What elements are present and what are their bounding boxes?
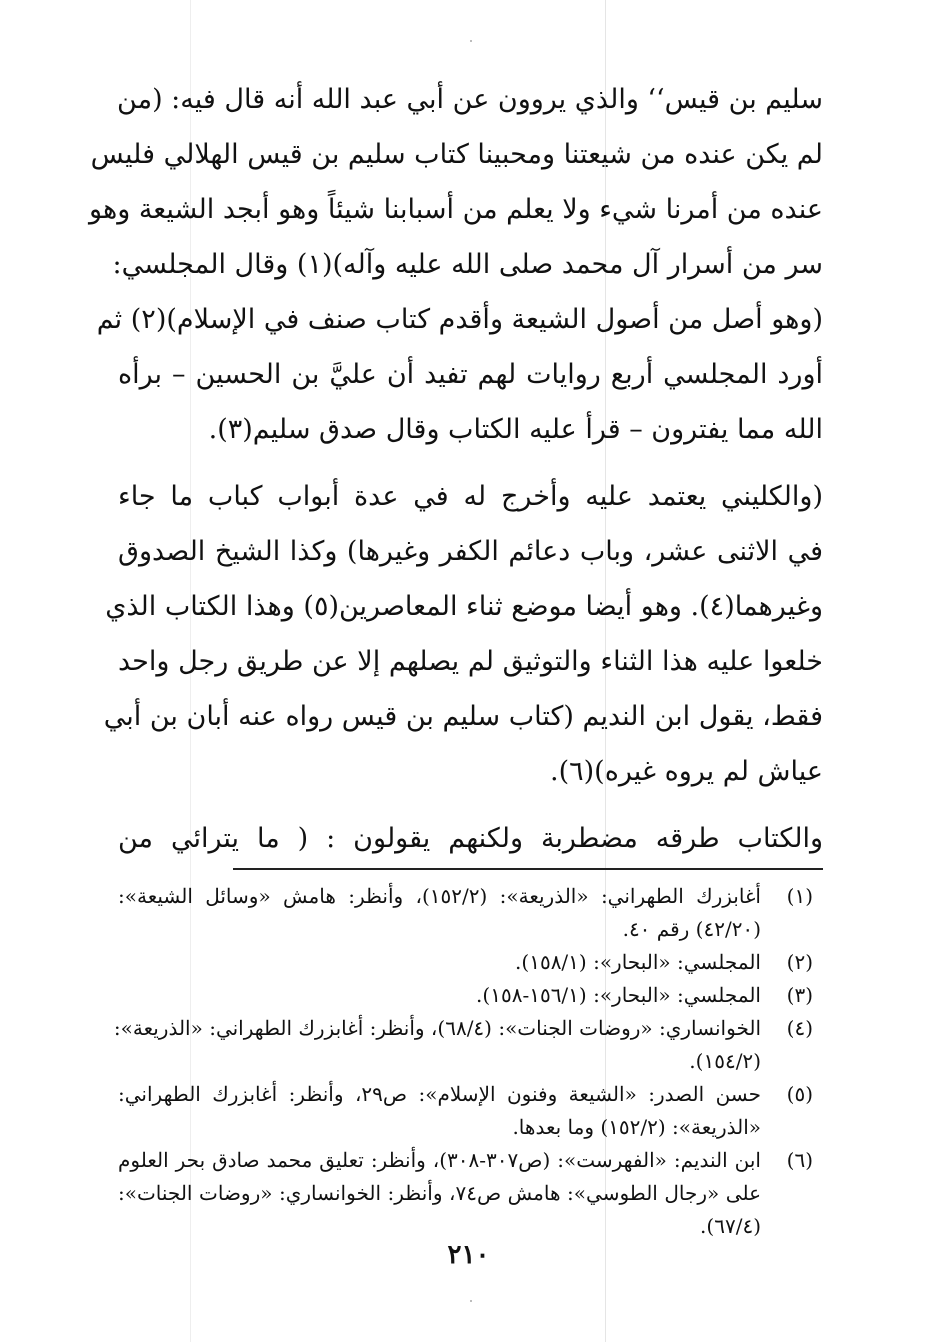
- footnote-text: (٤٢/٢٠) رقم ٤٠.: [622, 917, 761, 941]
- footnote: [118, 946, 823, 979]
- text-line: أورد المجلسي أربع روايات لهم تفيد أن عليَّ بن الحسين – برأه: [118, 359, 823, 390]
- footnote-text: حسن الصدر: «الشيعة وفنون الإسلام»: ص٢٩، وأنظر: أغابزرك الطهراني:: [118, 1082, 761, 1106]
- paragraph-gap: [118, 799, 823, 811]
- footnote: [118, 979, 823, 1012]
- footnote-text: (٦٧/٤).: [700, 1214, 761, 1238]
- footnote-separator: [233, 868, 823, 870]
- text-line: الله مما يفترون – قرأ عليه الكتاب وقال صدق سليم(٣).: [208, 414, 823, 445]
- page-number: ٢١٠: [447, 1240, 490, 1270]
- text-line: (والكليني يعتمد عليه وأخرج له في عدة أبواب كباب ما جاء: [118, 481, 823, 512]
- footnote-text: «الذريعة»: (١٥٢/٢) وما بعدها.: [512, 1115, 761, 1139]
- footnote: [118, 880, 823, 946]
- text-line: فقط، يقول ابن النديم (كتاب سليم بن قيس رواه عنه أبان بن أبي: [103, 701, 823, 732]
- footnote: [118, 1078, 823, 1144]
- footnote-number: (١): [786, 884, 813, 908]
- footnote-number: (٤): [786, 1016, 813, 1040]
- text-line: (وهو أصل من أصول الشيعة وأقدم كتاب صنف في الإسلام)(٢) ثم: [96, 304, 823, 335]
- footnote-text: (١٥٤/٢).: [689, 1049, 761, 1073]
- footnote: [113, 1012, 823, 1078]
- text-line: في الاثنى عشر، وباب دعائم الكفر وغيرها) وكذا الشيخ الصدوق: [118, 536, 823, 567]
- scan-speck: [470, 1300, 472, 1302]
- text-line: سر من أسرار آل محمد صلى الله عليه وآله)(١) وقال المجلسي:: [112, 249, 823, 280]
- footnote-text: أغابزرك الطهراني: «الذريعة»: (١٥٢/٢)، وأنظر: هامش «وسائل الشيعة»:: [118, 884, 761, 908]
- footnote-number: (٦): [786, 1148, 813, 1172]
- footnote-number: (٥): [786, 1082, 813, 1106]
- text-line: عياش لم يروه غيره)(٦).: [549, 756, 823, 787]
- paragraph-gap: [118, 457, 823, 469]
- footnote-number: (٢): [786, 950, 813, 974]
- page-content: [89, 72, 823, 1243]
- text-line: لم يكن عنده من شيعتنا ومحبينا كتاب سليم بن قيس الهلالي فليس: [90, 139, 823, 170]
- continuation-line: والكتاب طرقه مضطربة ولكنهم يقولون : ( ما يترائي من: [118, 823, 823, 854]
- text-line: سليم بن قيس‘‘ والذي يروون عن أبي عبد الله أنه قال فيه: (من: [117, 84, 823, 115]
- text-line: خلعوا عليه هذا الثناء والتوثيق لم يصلهم إلا عن طريق رجل واحد: [118, 646, 823, 677]
- footnote-text: الخوانساري: «روضات الجنات»: (٦٨/٤)، وأنظر: أغابزرك الطهراني: «الذريعة»:: [113, 1016, 761, 1040]
- footnote-text: على «رجال الطوسي»: هامش ص٧٤، وأنظر: الخوانساري: «روضات الجنات»:: [118, 1181, 762, 1205]
- text-line: عنده من أمرنا شيء ولا يعلم من أسبابنا شيئاً وهو أبجد الشيعة وهو: [89, 194, 823, 225]
- footnote-text: ابن النديم: «الفهرست»: (ص٣٠٧-٣٠٨)، وأنظر: تعليق محمد صادق بحر العلوم: [118, 1148, 761, 1172]
- footnote-text: المجلسي: «البحار»: (١٥٦/١-١٥٨).: [476, 983, 761, 1007]
- main-text: [89, 72, 823, 866]
- footnotes: [113, 880, 823, 1243]
- footnote-text: المجلسي: «البحار»: (١٥٨/١).: [515, 950, 761, 974]
- footnote: [118, 1144, 823, 1243]
- scan-speck: [470, 40, 472, 42]
- text-line: وغيرهما(٤). وهو أيضا موضع ثناء المعاصرين(٥) وهذا الكتاب الذي: [105, 591, 823, 622]
- footnote-number: (٣): [786, 983, 813, 1007]
